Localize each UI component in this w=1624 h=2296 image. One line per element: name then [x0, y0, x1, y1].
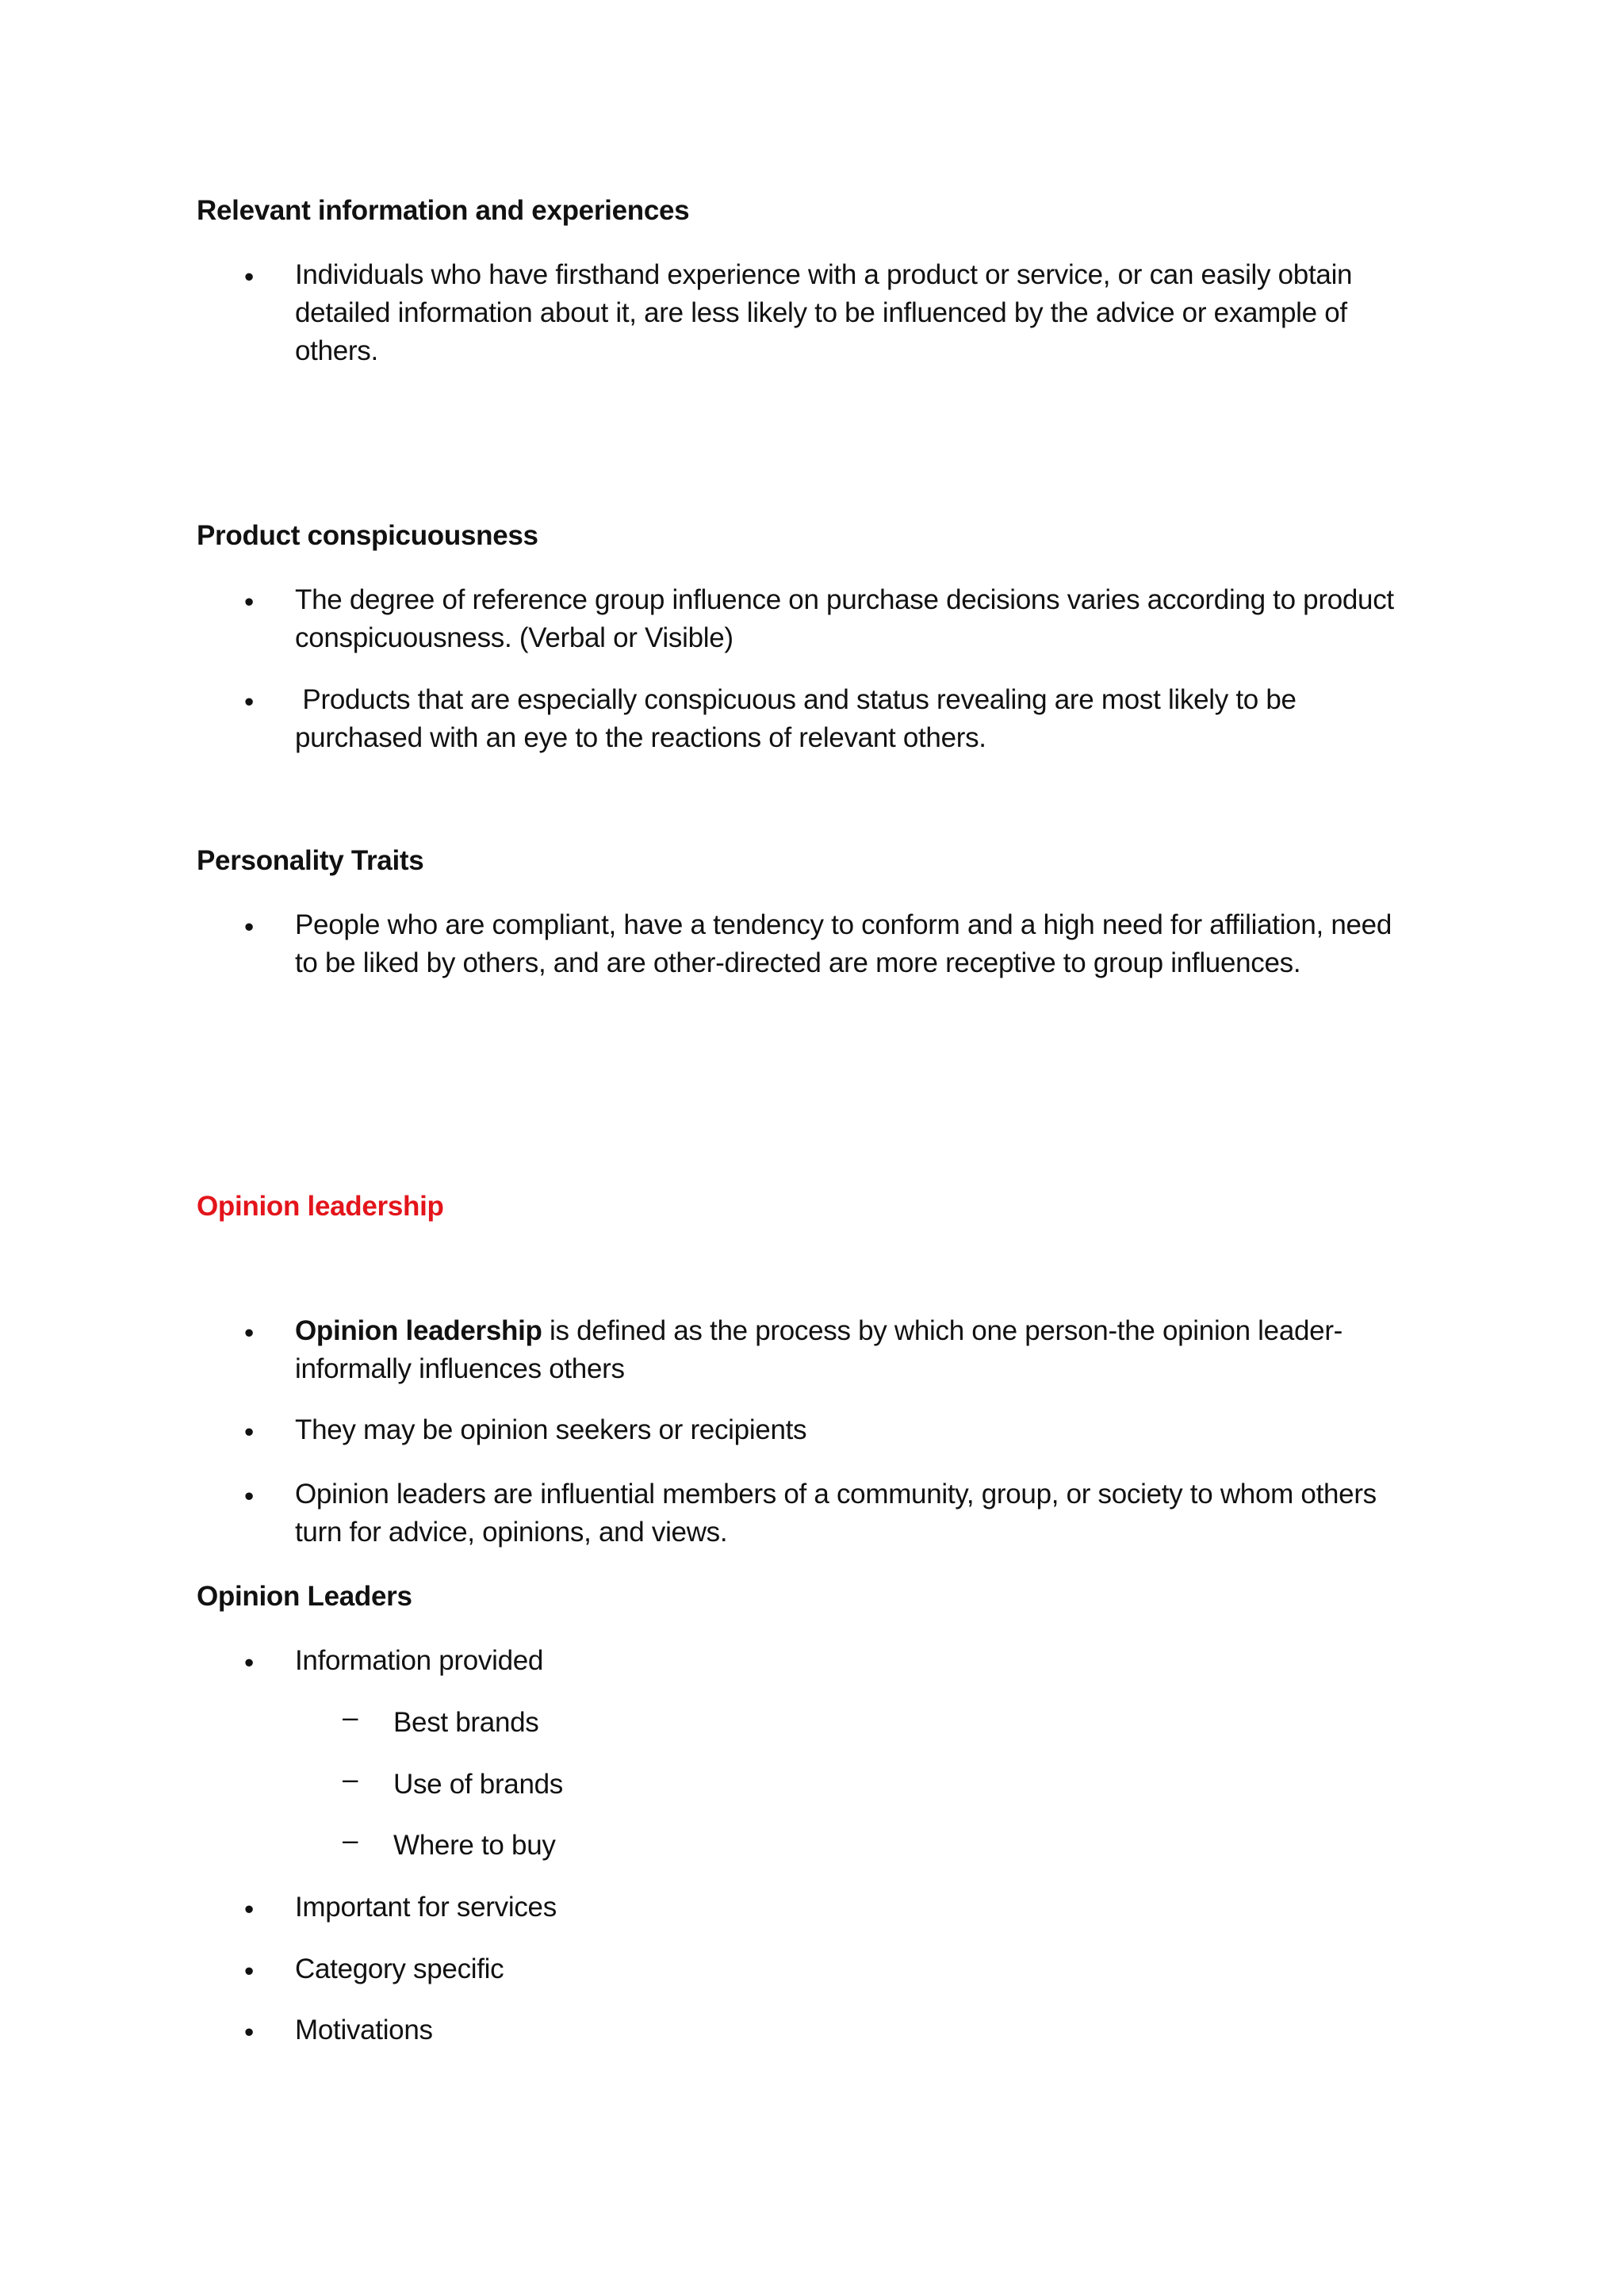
- text-line: Category specific: [295, 1954, 504, 1984]
- text-line: Best brands: [393, 1707, 539, 1738]
- heading-personality-traits: Personality Traits: [197, 845, 424, 876]
- dash-marker: –: [343, 1825, 358, 1856]
- paragraph-opinion-leadership-bullet-1: [295, 1312, 1437, 1388]
- text-line: Use of brands: [393, 1769, 563, 1800]
- bullet-marker: •: [244, 687, 255, 718]
- text-span: is defined as the process by which one person-the opinion leader-: [542, 1315, 1343, 1346]
- text-line: conspicuousness. (Verbal or Visible): [295, 622, 733, 653]
- heading-product-conspicuousness: Product conspicuousness: [197, 520, 538, 551]
- heading-opinion-leadership: Opinion leadership: [197, 1191, 444, 1222]
- heading-opinion-leaders: Opinion Leaders: [197, 1581, 412, 1612]
- text-line: Motivations: [295, 2015, 433, 2045]
- text-line: others.: [295, 335, 378, 366]
- text-line: informally influences others: [295, 1353, 625, 1384]
- bold-term: Opinion leadership: [295, 1315, 542, 1346]
- text-line: [295, 1312, 1437, 1350]
- text-line: Products that are especially conspicuous and status revealing are most likely to be: [295, 684, 1297, 715]
- text-line: Individuals who have firsthand experience with a product or service, or can easily obtain: [295, 259, 1353, 290]
- text-line: People who are compliant, have a tendency to conform and a high need for affiliation, need: [295, 909, 1392, 940]
- sub-list-item-best-brands: [393, 1704, 1535, 1742]
- paragraph-opinion-leadership-bullet-3: [295, 1475, 1437, 1552]
- text-line: The degree of reference group influence on purchase decisions varies according to product: [295, 584, 1394, 615]
- heading-relevant-information: Relevant information and experiences: [197, 195, 690, 226]
- paragraph-conspicuousness-bullet-2: [295, 681, 1437, 757]
- bullet-marker: •: [244, 1647, 255, 1678]
- text-line: Opinion leaders are influential members of a community, group, or society to whom others: [295, 1479, 1377, 1510]
- bullet-marker: •: [244, 1417, 255, 1448]
- bullet-marker: •: [244, 912, 255, 943]
- text-line: Where to buy: [393, 1830, 556, 1861]
- bullet-marker: •: [244, 262, 255, 293]
- paragraph-opinion-leadership-bullet-2: [295, 1411, 1437, 1449]
- text-line: purchased with an eye to the reactions of relevant others.: [295, 722, 986, 753]
- bullet-marker: •: [244, 587, 255, 618]
- dash-marker: –: [343, 1702, 358, 1733]
- sub-list-item-where-to-buy: [393, 1827, 1535, 1865]
- bullet-marker: •: [244, 2017, 255, 2048]
- list-item-important-for-services: [295, 1888, 1437, 1927]
- text-line: They may be opinion seekers or recipients: [295, 1414, 807, 1445]
- paragraph-relevant-bullet-1: [295, 256, 1437, 370]
- text-line: detailed information about it, are less likely to be influenced by the advice or example of: [295, 297, 1347, 328]
- bullet-marker: •: [244, 1894, 255, 1925]
- list-item-category-specific: [295, 1950, 1437, 1988]
- bullet-marker: •: [244, 1318, 255, 1349]
- text-line: to be liked by others, and are other-directed are more receptive to group influences.: [295, 947, 1301, 978]
- list-item-information-provided: [295, 1642, 1437, 1680]
- text-line: Important for services: [295, 1892, 557, 1923]
- paragraph-conspicuousness-bullet-1: [295, 581, 1437, 657]
- bullet-marker: •: [244, 1481, 255, 1512]
- list-item-motivations: [295, 2011, 1437, 2049]
- text-line: turn for advice, opinions, and views.: [295, 1517, 728, 1548]
- sub-list-item-use-of-brands: [393, 1766, 1535, 1804]
- text-line: Information provided: [295, 1645, 544, 1676]
- dash-marker: –: [343, 1764, 358, 1795]
- bullet-marker: •: [244, 1956, 255, 1987]
- paragraph-personality-bullet-1: [295, 906, 1437, 982]
